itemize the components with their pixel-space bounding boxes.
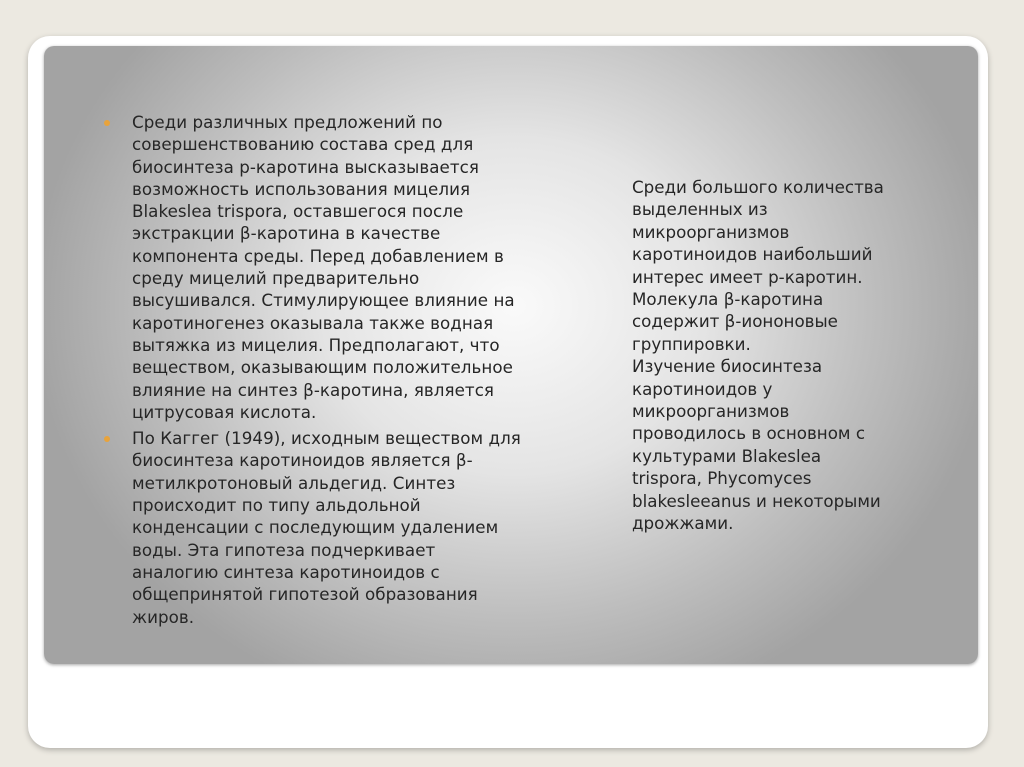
bullet-1-line: веществом, оказывающим положительное bbox=[132, 357, 513, 378]
right-line: проводилось в основном с bbox=[632, 423, 865, 444]
bullet-item-2 bbox=[104, 427, 604, 628]
right-line: каротиноидов наибольший bbox=[632, 244, 873, 265]
bullet-1-line: экстракции β-каротина в качестве bbox=[132, 223, 441, 244]
bullet-2-line: биосинтеза каротиноидов является β- bbox=[132, 450, 473, 471]
right-line: trispora, Phycomyces bbox=[632, 468, 812, 489]
bullet-2-line: воды. Эта гипотеза подчеркивает bbox=[132, 539, 436, 560]
bullet-1-line: цитрусовая кислота. bbox=[132, 401, 317, 422]
bullet-dot-icon bbox=[104, 436, 110, 442]
left-bullet-list bbox=[104, 111, 604, 628]
right-line: микроорганизмов bbox=[632, 221, 790, 242]
bullet-2-line: По Каггег (1949), исходным веществом для bbox=[132, 428, 521, 449]
right-text-block bbox=[632, 176, 952, 535]
right-line: Среди большого количества bbox=[632, 177, 884, 197]
bullet-1-line: вытяжка из мицелия. Предполагают, что bbox=[132, 334, 500, 355]
right-line: blakesleeanus и некоторыми bbox=[632, 490, 881, 511]
right-line: группировки. bbox=[632, 333, 751, 354]
bullet-text-2 bbox=[132, 427, 604, 628]
right-line: культурами Blakeslea bbox=[632, 445, 822, 466]
bullet-1-line: возможность использования мицелия bbox=[132, 178, 471, 199]
bullet-2-line: происходит по типу альдольной bbox=[132, 495, 421, 516]
right-line: интерес имеет р-каротин. bbox=[632, 266, 863, 287]
bullet-1-line: среду мицелий предварительно bbox=[132, 268, 420, 289]
right-paragraph bbox=[632, 176, 952, 535]
bullet-1-line: Среди различных предложений по bbox=[132, 112, 443, 132]
bullet-text-1 bbox=[132, 111, 604, 423]
right-line: дрожжами. bbox=[632, 513, 734, 534]
right-line: Молекула β-каротина bbox=[632, 289, 824, 310]
bullet-2-line: общепринятой гипотезой образования bbox=[132, 584, 478, 605]
bullet-1-line: высушивался. Стимулирующее влияние на bbox=[132, 290, 515, 311]
bullet-1-line: влияние на синтез β-каротина, является bbox=[132, 379, 495, 400]
bullet-dot-icon bbox=[104, 120, 110, 126]
bullet-1-line: компонента среды. Перед добавлением в bbox=[132, 245, 504, 266]
bullet-2-line: метилкротоновый альдегид. Синтез bbox=[132, 472, 456, 493]
bullet-1-line: Blakeslea trispora, оставшегося после bbox=[132, 201, 464, 222]
right-line: каротиноидов у bbox=[632, 378, 773, 399]
right-line: микроорганизмов bbox=[632, 401, 790, 422]
bullet-item-1 bbox=[104, 111, 604, 423]
bullet-2-line: конденсации с последующим удалением bbox=[132, 517, 499, 538]
bullet-1-line: совершенствованию состава сред для bbox=[132, 134, 474, 155]
right-line: Изучение биосинтеза bbox=[632, 356, 823, 377]
bullet-1-line: каротиногенез оказывала также водная bbox=[132, 312, 494, 333]
right-line: выделенных из bbox=[632, 199, 768, 220]
bullet-2-line: жиров. bbox=[132, 606, 195, 627]
bullet-2-line: аналогию синтеза каротиноидов с bbox=[132, 561, 440, 582]
bullet-1-line: биосинтеза р-каротина высказывается bbox=[132, 156, 479, 177]
right-line: содержит β-иононовые bbox=[632, 311, 838, 332]
